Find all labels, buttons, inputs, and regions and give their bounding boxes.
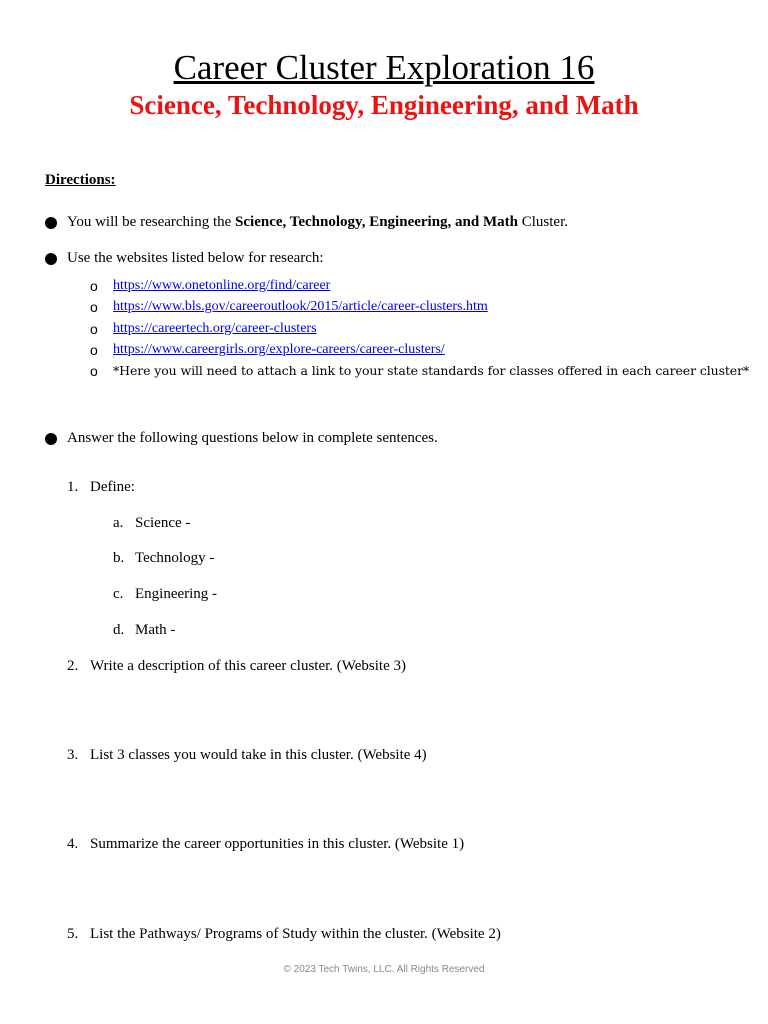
question-text: List 3 classes you would take in this cluster. (Website 4) <box>90 747 427 763</box>
circle-bullet-icon: o <box>90 278 98 294</box>
define-text: Technology - <box>135 550 215 566</box>
circle-bullet-icon: o <box>90 363 98 379</box>
define-item <box>113 620 175 640</box>
directions-heading: Directions: <box>45 172 116 188</box>
bullet-icon <box>45 217 57 229</box>
define-text: Math - <box>135 622 176 638</box>
website-item <box>90 320 317 338</box>
circle-bullet-icon: o <box>90 299 98 315</box>
define-letter: d. <box>113 622 125 638</box>
question-item <box>67 834 464 854</box>
website-item <box>90 341 445 359</box>
question-text: Define: <box>90 479 135 495</box>
question-number: 1. <box>67 479 79 495</box>
website-link-careertech[interactable]: https://careertech.org/career-clusters <box>113 321 317 336</box>
define-text: Engineering - <box>135 586 218 602</box>
cluster-name: Science, Technology, Engineering, and Math <box>235 214 518 230</box>
state-standards-note: *Here you will need to attach a link to your state standards for classes offered in each career cluster* <box>113 363 750 378</box>
question-item <box>67 924 501 944</box>
bullet-icon <box>45 433 57 445</box>
bullet-item <box>45 428 438 448</box>
question-number: 5. <box>67 926 79 942</box>
bullet-icon <box>45 253 57 265</box>
question-item <box>67 656 406 676</box>
define-item <box>113 548 214 568</box>
website-link-bls[interactable]: https://www.bls.gov/careeroutlook/2015/article/career-clusters.htm <box>113 299 488 314</box>
website-link-onetonline[interactable]: https://www.onetonline.org/find/career <box>113 278 331 293</box>
define-item <box>113 584 217 604</box>
question-text: List the Pathways/ Programs of Study within the cluster. (Website 2) <box>90 926 501 942</box>
bullet-text: Answer the following questions below in complete sentences. <box>67 430 438 446</box>
bullet-text: You will be researching the Science, Technology, Engineering, and Math Cluster. <box>67 214 568 230</box>
question-text: Write a description of this career cluster. (Website 3) <box>90 658 406 674</box>
circle-bullet-icon: o <box>90 321 98 337</box>
page-subtitle: Science, Technology, Engineering, and Math <box>129 90 639 120</box>
bullet-item <box>45 212 568 232</box>
circle-bullet-icon: o <box>90 342 98 358</box>
bullet-item <box>45 248 324 268</box>
define-item <box>113 513 190 533</box>
define-letter: b. <box>113 550 125 566</box>
question-number: 3. <box>67 747 79 763</box>
question-item <box>67 745 427 765</box>
page-title: Career Cluster Exploration 16 <box>173 48 595 87</box>
website-item <box>90 298 488 316</box>
copyright-footer: © 2023 Tech Twins, LLC. All Rights Reserved <box>283 964 485 975</box>
question-number: 2. <box>67 658 79 674</box>
website-link-careergirls[interactable]: https://www.careergirls.org/explore-careers/career-clusters/ <box>113 342 445 357</box>
define-text: Science - <box>135 515 191 531</box>
question-item <box>67 477 135 497</box>
website-item <box>90 362 749 380</box>
website-item <box>90 277 330 295</box>
define-letter: c. <box>113 586 124 602</box>
define-letter: a. <box>113 515 124 531</box>
bullet-text: Use the websites listed below for research: <box>67 250 324 266</box>
question-number: 4. <box>67 836 79 852</box>
question-text: Summarize the career opportunities in this cluster. (Website 1) <box>90 836 465 852</box>
